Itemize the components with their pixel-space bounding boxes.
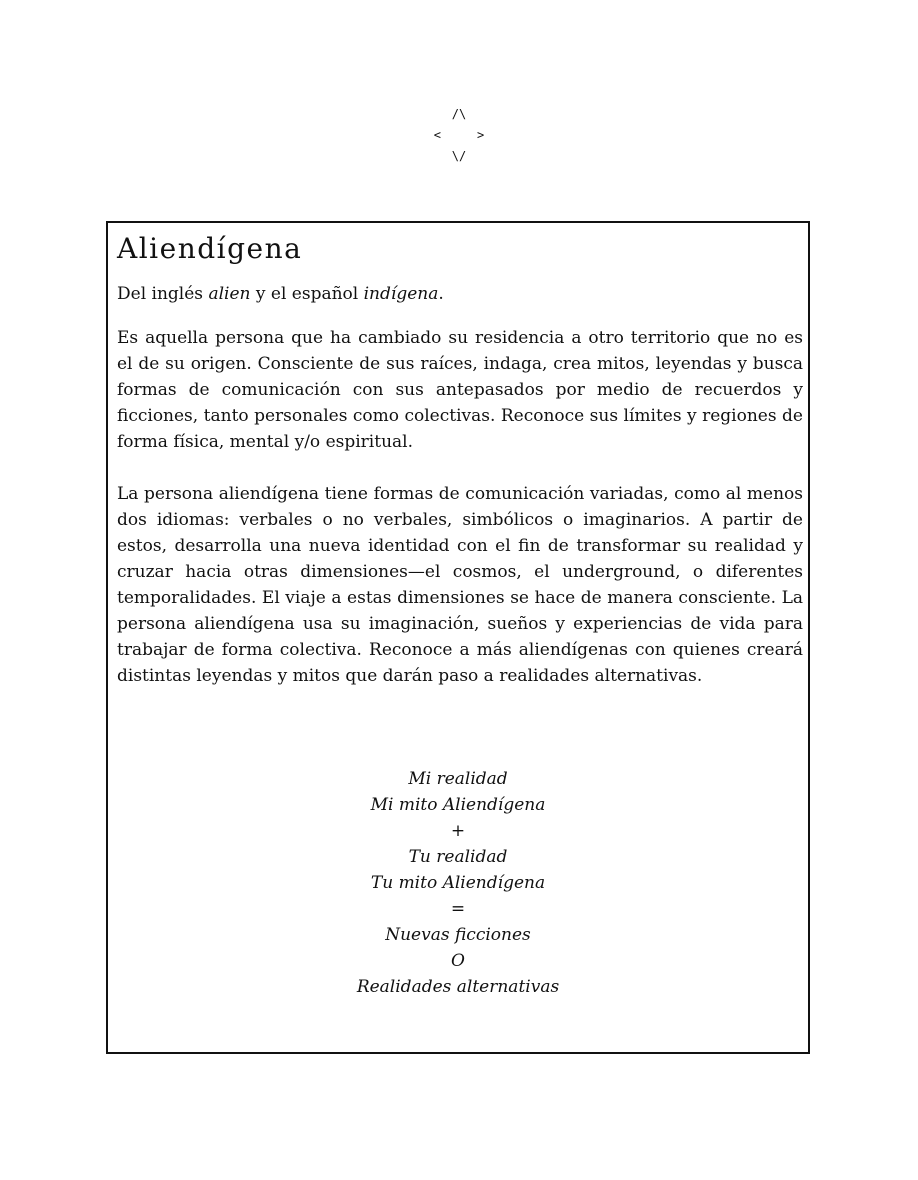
poem-line: Nuevas ficciones	[385, 925, 531, 945]
poem-equation	[108, 766, 808, 1000]
poem-line: Mi realidad	[408, 769, 508, 789]
poem-operator-plus: +	[450, 821, 466, 841]
etymology-middle: y el español	[250, 284, 364, 304]
etymology-suffix: .	[438, 284, 444, 304]
etymology-prefix: Del inglés	[117, 284, 209, 304]
definition-paragraph-2: La persona aliendígena tiene formas de comunicación variadas, como al menos dos idiomas: verbales o no verbales, simbólicos o imaginarios. A partir de estos, desarrolla una nueva identidad con el fin de transformar su realidad y cruzar hacia otras dimensiones—el cosmos, el underground, o diferentes temporalidades. El viaje a estas dimensiones se hace de manera consciente. La persona aliendígena usa su imaginación, sueños y experiencias de vida para trabajar de forma colectiva. Reconoce a más aliendígenas con quienes creará distintas leyendas y mitos que darán paso a realidades alternativas.	[117, 484, 803, 686]
definition-card	[106, 221, 810, 1054]
ornament-line-bottom: \/	[451, 149, 467, 163]
poem-line: O	[451, 951, 465, 971]
entry-title: Aliendígena	[117, 232, 303, 265]
definition-paragraph-1: Es aquella persona que ha cambiado su residencia a otro territorio que no es el de su origen. Consciente de sus raíces, indaga, crea mitos, leyendas y busca formas de comunicación con sus antepasados por medio de recuerdos y ficciones, tanto personales como colectivas. Reconoce sus límites y regiones de forma física, mental y/o espiritual.	[117, 328, 803, 452]
compass-ornament	[409, 104, 509, 167]
etymology-line	[117, 281, 803, 307]
poem-line: Tu realidad	[408, 847, 508, 867]
poem-operator-equals: =	[450, 899, 466, 919]
poem-line: Realidades alternativas	[356, 977, 560, 997]
etymology-word-indigena: indígena	[363, 284, 439, 304]
ornament-line-top: /\	[451, 107, 467, 121]
ornament-line-middle: < >	[433, 128, 485, 142]
poem-line: Mi mito Aliendígena	[370, 795, 546, 815]
poem-line: Tu mito Aliendígena	[370, 873, 546, 893]
etymology-word-alien: alien	[208, 284, 251, 304]
